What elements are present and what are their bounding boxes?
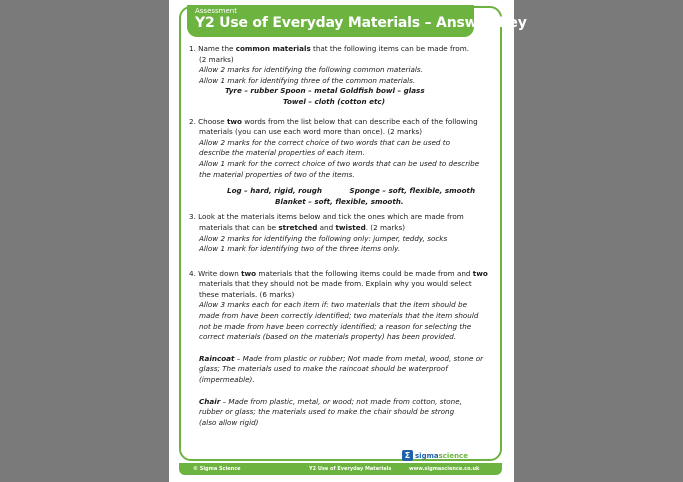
- q3-allow-2: Allow 2 marks for identifying the following only: jumper, teddy, socks: [199, 233, 448, 243]
- footer-website: www.sigmascience.co.uk: [409, 466, 480, 472]
- q2-line-2: materials (you can use each word more than once). (2 marks): [199, 127, 423, 137]
- q4-allow-1: Allow 3 marks each for each item if: two materials that the item should be: [199, 300, 468, 310]
- q2-bold: two: [226, 116, 242, 126]
- chair-label: Chair: [199, 396, 221, 406]
- q2-text: Choose: [195, 116, 227, 126]
- raincoat-label: Raincoat: [199, 353, 235, 363]
- q1-allow-1: Allow 1 mark for identifying three of the common materials.: [199, 75, 416, 85]
- q1-text-end: that the following items can be made from.: [310, 44, 469, 53]
- q2-answer-2: Blanket – soft, flexible, smooth.: [275, 196, 404, 206]
- logo-text-a: sigma: [415, 451, 439, 460]
- question-1: [189, 44, 497, 55]
- chair-answer-3: (also allow rigid): [199, 417, 259, 427]
- chair-text-1: – Made from plastic, metal, or wood; not made from cotton, stone,: [220, 396, 462, 406]
- q3-bold-twisted: twisted: [335, 222, 366, 232]
- q2-allow-1b: the material properties of two of the items.: [199, 169, 355, 179]
- logo-text: [415, 452, 468, 460]
- question-number: 4.: [189, 268, 196, 278]
- chair-answer-2: rubber or glass; the materials used to make the chair should be strong: [199, 407, 455, 417]
- footer-title: Y2 Use of Everyday Materials: [309, 466, 392, 472]
- raincoat-answer-1: [189, 354, 497, 365]
- q4-bold-1: two: [241, 268, 257, 278]
- footer-copyright: © Sigma Science: [193, 466, 241, 472]
- q3-text: Look at the materials items below and tick the ones which are made from: [198, 212, 464, 222]
- q1-allow-2: Allow 2 marks for identifying the following common materials.: [199, 65, 423, 75]
- answer-key-body: [189, 44, 497, 428]
- q1-text: Name the: [198, 44, 236, 53]
- q4-allow-3: not be made from have been correctly identified; a reason for selecting the: [199, 321, 472, 331]
- q1-answer-2: Towel – cloth (cotton etc): [283, 96, 385, 106]
- q4-allow-2: made from have been correctly identified; two materials that the item should: [199, 311, 479, 321]
- q2-allow-2a: Allow 2 marks for the correct choice of two words that can be used to: [199, 137, 450, 147]
- raincoat-answer-2: glass; The materials used to make the raincoat should be waterproof: [199, 364, 448, 374]
- q4-line-3: these materials. (6 marks): [199, 289, 295, 299]
- q3-allow-1: Allow 1 mark for identifying two of the three items only.: [199, 244, 401, 254]
- header-kicker: Assessment: [195, 7, 237, 15]
- q2-answer-1: Log – hard, rigid, rough Sponge – soft, flexible, smooth: [227, 186, 476, 196]
- q3-bold-stretched: stretched: [278, 222, 318, 232]
- q1-bold: common materials: [235, 44, 311, 53]
- q1-marks: (2 marks): [199, 54, 234, 64]
- chair-answer-1: [189, 397, 497, 408]
- q3-text-and: and: [317, 222, 336, 232]
- raincoat-text-1: – Made from plastic or rubber; Not made from metal, wood, stone or: [234, 353, 484, 363]
- q4-bold-2: two: [472, 268, 488, 278]
- q2-text-end: words from the list below that can describe each of the following: [241, 116, 478, 126]
- question-3: [189, 212, 497, 223]
- logo-text-b: science: [438, 451, 468, 460]
- q1-answer-1: Tyre – rubber Spoon – metal Goldfish bowl – glass: [225, 86, 425, 96]
- q4-text: Write down: [198, 268, 242, 278]
- question-number: 3.: [189, 212, 196, 222]
- question-number: 2.: [189, 116, 196, 126]
- q4-line-2: materials that they should not be made from. Explain why you would select: [199, 279, 472, 289]
- page-title: Y2 Use of Everyday Materials – Answer Key: [195, 15, 527, 31]
- sigma-icon: Σ: [402, 450, 413, 461]
- sigma-science-logo: [402, 449, 474, 462]
- question-number: 1.: [189, 44, 196, 53]
- raincoat-answer-3: (impermeable).: [199, 375, 255, 385]
- question-4: [189, 269, 497, 280]
- footer-bar: [179, 463, 502, 475]
- q2-allow-1a: Allow 1 mark for the correct choice of two words that can be used to describe: [199, 158, 480, 168]
- q4-text-mid: materials that the following items could be made from and: [256, 268, 473, 278]
- q3-text-2: materials that can be: [199, 222, 279, 232]
- question-2: [189, 117, 497, 128]
- q4-allow-4: correct materials (based on the materials property) has been provided.: [199, 332, 457, 342]
- q3-line-2: [189, 223, 497, 234]
- q3-marks: . (2 marks): [365, 222, 406, 232]
- q2-allow-2b: describe the material properties of each item.: [199, 148, 365, 158]
